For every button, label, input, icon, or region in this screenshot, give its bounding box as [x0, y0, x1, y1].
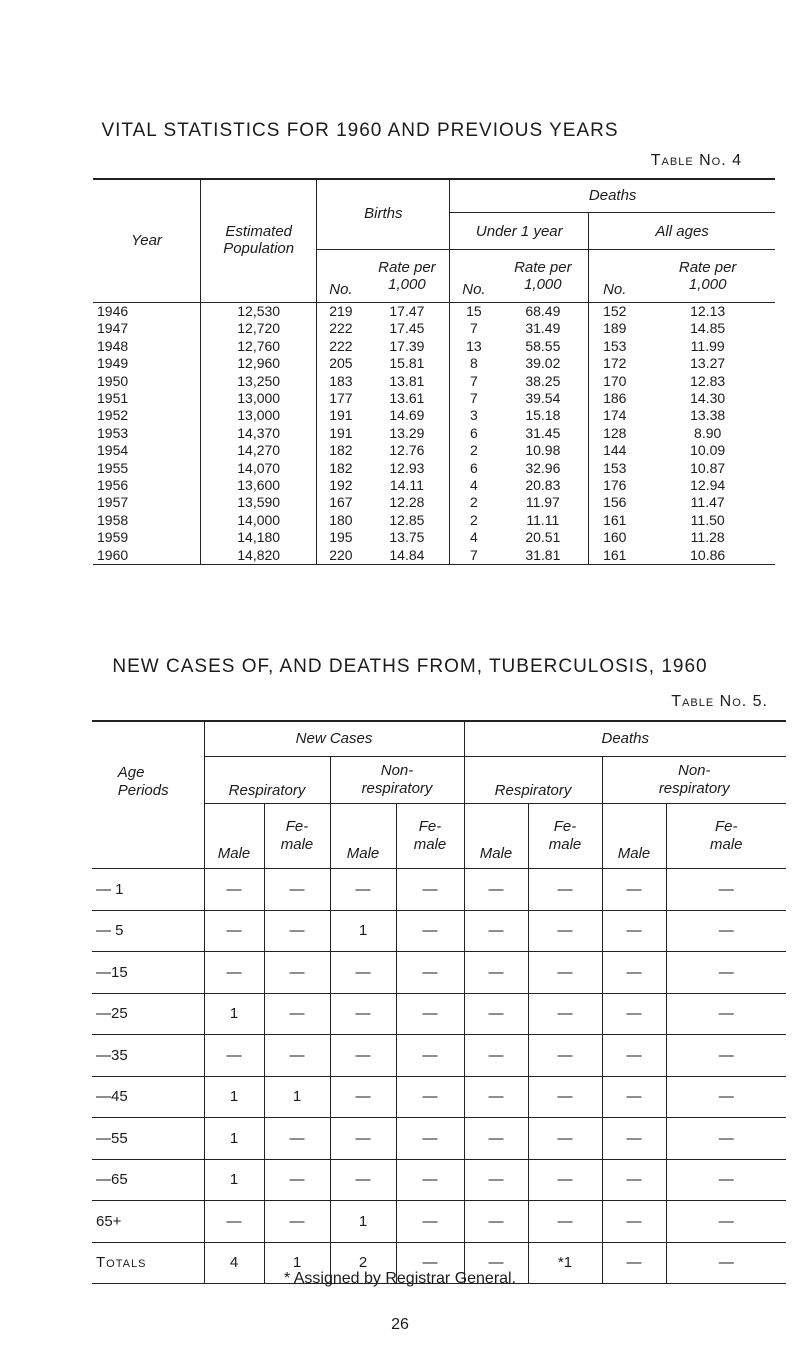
header-deaths: Deaths — [450, 178, 775, 213]
cell-births-no: 183 — [317, 373, 365, 390]
cell-births-rate: 17.39 — [389, 337, 425, 354]
cell-births-rate: 17.47 — [389, 303, 425, 319]
cell-population: 13,250 — [200, 373, 316, 390]
cell-under1-rate: 68.49 — [525, 303, 561, 319]
nonresp-line2: respiratory — [658, 780, 730, 797]
cell-value: 1 — [204, 1159, 264, 1201]
cell-value: — — [666, 1076, 786, 1118]
nonresp-line1: Non- — [380, 762, 414, 779]
cell-year: 1952 — [97, 407, 129, 424]
header-deaths: Deaths — [464, 720, 786, 757]
table-row — [92, 869, 786, 911]
cell-births-rate: 17.45 — [389, 320, 425, 337]
cell-under1-rate: 11.11 — [526, 511, 560, 528]
cell-population: 14,370 — [200, 425, 316, 442]
cell-population: 12,530 — [200, 303, 316, 321]
cell-under1-no: 2 — [450, 494, 498, 511]
cell-age-period: —15 — [92, 952, 204, 994]
cell-allages-rate: 11.50 — [690, 511, 725, 528]
cell-value: — — [204, 910, 264, 952]
cell-value: — — [396, 1159, 464, 1201]
cell-births-no: 182 — [317, 460, 365, 477]
cell-value: — — [204, 1035, 264, 1077]
table-row — [93, 407, 775, 424]
cell-under1-no: 3 — [450, 407, 498, 424]
cell-value: — — [528, 1201, 602, 1243]
cell-value: — — [666, 1159, 786, 1201]
table-row — [93, 303, 775, 321]
cell-value: — — [528, 1035, 602, 1077]
cell-value: — — [666, 952, 786, 994]
cell-births-rate: 14.84 — [365, 547, 450, 565]
cell-births-rate: 15.81 — [389, 355, 425, 372]
cell-population: 12,720 — [200, 320, 316, 337]
tuberculosis-table — [92, 720, 786, 1284]
table4-title: VITAL STATISTICS FOR 1960 AND PREVIOUS YEARS — [101, 120, 619, 141]
cell-value: — — [602, 869, 666, 911]
cell-under1-no: 6 — [450, 425, 498, 442]
cell-value: — — [528, 1076, 602, 1118]
table-row — [93, 442, 775, 459]
cell-value: — — [330, 869, 396, 911]
header-allages-rate — [640, 250, 775, 303]
cell-value: — — [528, 869, 602, 911]
cell-under1-no: 7 — [450, 390, 498, 407]
cell-births-no: 191 — [317, 425, 365, 442]
cell-value: 1 — [204, 1076, 264, 1118]
cell-value: — — [264, 869, 330, 911]
cell-year: 1947 — [97, 320, 129, 337]
cell-year: 1948 — [97, 337, 129, 354]
cell-births-rate: 12.28 — [389, 494, 425, 511]
cell-value: — — [396, 1242, 464, 1284]
cell-age-period: — 1 — [92, 869, 204, 911]
rate-line1: Rate per — [678, 259, 737, 276]
cell-under1-no: 7 — [450, 320, 498, 337]
cell-value: — — [528, 1159, 602, 1201]
cell-allages-rate: 11.47 — [690, 494, 725, 511]
rate-line1: Rate per — [378, 259, 436, 276]
cell-allages-rate: 8.90 — [694, 424, 722, 441]
cell-value: — — [396, 952, 464, 994]
table-row — [93, 425, 775, 442]
cell-allages-no: 128 — [589, 425, 641, 442]
cell-allages-rate: 12.83 — [690, 372, 726, 389]
cell-under1-no: 4 — [450, 529, 498, 546]
cell-value: 1 — [264, 1076, 330, 1118]
cell-value: — — [464, 993, 528, 1035]
table-row — [93, 477, 775, 494]
cell-value: — — [330, 1076, 396, 1118]
cell-births-rate: 14.11 — [389, 477, 424, 494]
cell-allages-no: 170 — [589, 373, 641, 390]
header-under1-no: No. — [450, 250, 498, 303]
cell-value: — — [666, 993, 786, 1035]
cell-age-period: —45 — [92, 1076, 204, 1118]
cell-value: — — [464, 1159, 528, 1201]
cell-allages-rate: 12.94 — [690, 477, 726, 494]
cell-births-rate: 12.85 — [389, 511, 425, 528]
cell-value: — — [528, 910, 602, 952]
cell-population: 14,180 — [200, 529, 316, 546]
cell-value: — — [602, 1159, 666, 1201]
header-newcases-nonrespiratory — [330, 757, 464, 804]
cell-population: 13,000 — [200, 390, 316, 407]
cell-under1-rate: 20.51 — [525, 529, 561, 546]
cell-year: 1958 — [97, 511, 129, 528]
header-empty — [92, 804, 204, 869]
cell-value: — — [602, 993, 666, 1035]
cell-value: — — [330, 1035, 396, 1077]
female-line2: male — [413, 836, 447, 853]
header-newcases-respiratory: Respiratory — [204, 757, 330, 804]
table5-number: Table No. 5. — [671, 693, 768, 710]
cell-year: 1949 — [97, 355, 129, 372]
cell-allages-no: 186 — [589, 390, 641, 407]
cell-value: — — [396, 1201, 464, 1243]
cell-value: — — [666, 869, 786, 911]
cell-allages-rate: 14.30 — [690, 390, 726, 407]
cell-value: — — [602, 1118, 666, 1160]
cell-allages-no: 156 — [589, 494, 641, 511]
cell-allages-no: 153 — [589, 460, 641, 477]
rate-line2: 1,000 — [388, 276, 426, 293]
cell-population: 13,000 — [200, 407, 316, 424]
table-row — [93, 547, 775, 565]
cell-year: 1954 — [97, 442, 129, 459]
cell-age-period: —55 — [92, 1118, 204, 1160]
cell-allages-no: 161 — [589, 547, 641, 565]
cell-under1-no: 15 — [450, 303, 498, 321]
rate-line2: 1,000 — [688, 276, 727, 293]
cell-under1-rate: 32.96 — [525, 459, 561, 476]
cell-births-no: 191 — [317, 407, 365, 424]
female-line1: Fe- — [418, 818, 442, 835]
cell-allages-no: 176 — [589, 477, 641, 494]
header-deaths-respiratory: Respiratory — [464, 757, 602, 804]
cell-under1-no: 8 — [450, 355, 498, 372]
cell-under1-no: 2 — [450, 512, 498, 529]
cell-births-rate: 12.93 — [389, 459, 425, 476]
cell-allages-no: 161 — [589, 512, 641, 529]
cell-value: — — [330, 1118, 396, 1160]
header-deaths-nonrespiratory — [602, 757, 786, 804]
table-row — [92, 952, 786, 994]
cell-births-no: 182 — [317, 442, 365, 459]
nonresp-line2: respiratory — [361, 780, 433, 797]
cell-value: — — [602, 1076, 666, 1118]
cell-value: — — [464, 952, 528, 994]
cell-value: — — [528, 993, 602, 1035]
totals-label: Totals — [92, 1242, 204, 1284]
cell-value: — — [528, 1118, 602, 1160]
cell-under1-rate: 11.97 — [525, 494, 560, 511]
cell-births-no: 205 — [317, 355, 365, 372]
cell-births-rate: 13.75 — [389, 529, 425, 546]
cell-allages-no: 152 — [589, 303, 641, 321]
cell-value: — — [396, 1076, 464, 1118]
cell-births-rate: 13.29 — [389, 424, 425, 441]
cell-allages-no: 153 — [589, 338, 641, 355]
cell-value: — — [396, 1118, 464, 1160]
header-female — [396, 804, 464, 869]
cell-under1-rate: 31.81 — [497, 547, 588, 565]
cell-value: — — [464, 869, 528, 911]
table-row — [92, 993, 786, 1035]
cell-value: — — [464, 1035, 528, 1077]
cell-births-no: 192 — [317, 477, 365, 494]
cell-under1-rate: 31.45 — [525, 424, 561, 441]
page-number: 26 — [391, 1316, 409, 1333]
header-allages-no: No. — [589, 250, 641, 303]
rate-line1: Rate per — [514, 259, 572, 276]
cell-value: — — [464, 1118, 528, 1160]
cell-population: 14,070 — [200, 460, 316, 477]
cell-value: — — [330, 993, 396, 1035]
cell-value: — — [602, 910, 666, 952]
cell-value: — — [204, 952, 264, 994]
cell-allages-rate: 11.28 — [690, 529, 725, 546]
cell-population: 13,600 — [200, 477, 316, 494]
female-line2: male — [280, 836, 314, 853]
cell-value: 1 — [264, 1242, 330, 1284]
cell-allages-no: 160 — [589, 529, 641, 546]
table-row — [92, 1159, 786, 1201]
table-row — [93, 390, 775, 407]
cell-year: 1955 — [97, 459, 129, 476]
cell-births-no: 167 — [317, 494, 365, 511]
cell-year: 1946 — [97, 303, 129, 319]
cell-under1-rate: 58.55 — [525, 337, 561, 354]
table-row — [92, 910, 786, 952]
header-female — [666, 804, 786, 869]
header-male: Male — [204, 804, 264, 869]
cell-value: 4 — [204, 1242, 264, 1284]
table-row — [93, 373, 775, 390]
cell-age-period: —65 — [92, 1159, 204, 1201]
cell-value: — — [666, 910, 786, 952]
cell-value: — — [264, 1159, 330, 1201]
cell-year: 1957 — [97, 494, 129, 511]
cell-value: — — [264, 1201, 330, 1243]
cell-population: 12,760 — [200, 338, 316, 355]
cell-value: 2 — [330, 1242, 396, 1284]
header-all-ages: All ages — [589, 213, 775, 250]
cell-age-period: —25 — [92, 993, 204, 1035]
table-row — [93, 512, 775, 529]
cell-births-no: 220 — [317, 547, 365, 565]
cell-value: — — [264, 993, 330, 1035]
cell-value: — — [464, 910, 528, 952]
table-row — [93, 494, 775, 511]
table4-body — [93, 303, 775, 565]
header-age-periods — [92, 720, 204, 804]
cell-value: — — [204, 869, 264, 911]
table-row — [92, 1118, 786, 1160]
cell-allages-rate: 13.38 — [690, 407, 726, 424]
cell-under1-rate: 10.98 — [525, 442, 561, 459]
cell-age-period: —35 — [92, 1035, 204, 1077]
table-row — [93, 460, 775, 477]
table-row — [93, 338, 775, 355]
cell-allages-rate: 13.27 — [690, 355, 726, 372]
table-row — [92, 1076, 786, 1118]
cell-under1-no: 6 — [450, 460, 498, 477]
age-periods-label: Age Periods — [117, 764, 169, 799]
cell-value: — — [396, 993, 464, 1035]
cell-under1-rate: 38.25 — [525, 372, 561, 389]
cell-births-rate: 12.76 — [389, 442, 425, 459]
header-births-rate — [365, 250, 450, 303]
female-line1: Fe- — [715, 818, 738, 835]
header-female — [528, 804, 602, 869]
cell-allages-no: 172 — [589, 355, 641, 372]
cell-under1-no: 13 — [450, 338, 498, 355]
header-births-no: No. — [317, 250, 365, 303]
cell-population: 14,000 — [200, 512, 316, 529]
table5-title: NEW CASES OF, AND DEATHS FROM, TUBERCULOSIS, 1960 — [112, 656, 708, 677]
cell-value: — — [666, 1242, 786, 1284]
cell-births-no: 222 — [317, 320, 365, 337]
nonresp-line1: Non- — [677, 762, 711, 779]
cell-allages-rate: 14.85 — [690, 320, 726, 337]
cell-year: 1960 — [93, 547, 200, 565]
cell-allages-no: 144 — [589, 442, 641, 459]
header-births: Births — [317, 178, 450, 250]
cell-value: — — [602, 952, 666, 994]
cell-value: 1 — [330, 1201, 396, 1243]
cell-value: — — [602, 1242, 666, 1284]
female-line1: Fe- — [285, 818, 309, 835]
cell-value: — — [264, 952, 330, 994]
cell-year: 1956 — [97, 477, 129, 494]
female-line1: Fe- — [553, 818, 577, 835]
cell-value: — — [602, 1035, 666, 1077]
cell-under1-rate: 39.02 — [525, 355, 561, 372]
cell-under1-no: 7 — [450, 373, 498, 390]
cell-age-period: 65+ — [92, 1201, 204, 1243]
table-row — [93, 355, 775, 372]
cell-year: 1953 — [97, 424, 129, 441]
cell-value: — — [464, 1242, 528, 1284]
cell-value: *1 — [528, 1242, 602, 1284]
cell-births-rate: 13.81 — [389, 372, 425, 389]
cell-value: — — [602, 1201, 666, 1243]
cell-value: — — [264, 910, 330, 952]
cell-allages-rate: 10.87 — [690, 459, 726, 476]
cell-under1-rate: 15.18 — [525, 407, 561, 424]
footnote: * Assigned by Registrar General. — [283, 1270, 517, 1287]
header-male: Male — [464, 804, 528, 869]
table5-body — [92, 869, 786, 1284]
header-male: Male — [602, 804, 666, 869]
cell-population: 13,590 — [200, 494, 316, 511]
cell-births-no: 219 — [317, 303, 365, 321]
vital-statistics-table — [93, 178, 775, 565]
header-new-cases: New Cases — [204, 720, 464, 757]
cell-value: — — [330, 952, 396, 994]
cell-year: 1959 — [97, 529, 129, 546]
cell-births-no: 195 — [317, 529, 365, 546]
cell-value: — — [666, 1118, 786, 1160]
cell-value: — — [330, 1159, 396, 1201]
table-row — [92, 1035, 786, 1077]
female-line2: male — [709, 836, 743, 853]
cell-value: — — [396, 910, 464, 952]
cell-allages-rate: 11.99 — [690, 337, 725, 354]
table-row — [93, 320, 775, 337]
cell-value: — — [464, 1201, 528, 1243]
cell-population: 14,270 — [200, 442, 316, 459]
cell-allages-no: 189 — [589, 320, 641, 337]
cell-value: 1 — [204, 1118, 264, 1160]
cell-births-rate: 14.69 — [389, 407, 425, 424]
table-row — [93, 529, 775, 546]
cell-births-rate: 13.61 — [389, 390, 425, 407]
cell-year: 1950 — [97, 372, 129, 389]
rate-line2: 1,000 — [524, 276, 562, 293]
header-under1-rate — [497, 250, 588, 303]
cell-population: 14,820 — [200, 547, 316, 565]
cell-value: — — [666, 1035, 786, 1077]
cell-allages-rate: 10.86 — [640, 547, 775, 565]
female-line2: male — [548, 836, 582, 853]
cell-value: — — [666, 1201, 786, 1243]
cell-under1-no: 2 — [450, 442, 498, 459]
cell-allages-rate: 10.09 — [690, 442, 726, 459]
header-year: Year — [93, 178, 200, 303]
cell-value: 1 — [204, 993, 264, 1035]
cell-births-no: 222 — [317, 338, 365, 355]
cell-under1-no: 7 — [450, 547, 498, 565]
cell-age-period: — 5 — [92, 910, 204, 952]
table-row — [92, 1201, 786, 1243]
cell-allages-rate: 12.13 — [690, 303, 726, 319]
cell-value: — — [204, 1201, 264, 1243]
cell-value: — — [396, 869, 464, 911]
cell-value: — — [396, 1035, 464, 1077]
cell-value: — — [264, 1118, 330, 1160]
cell-births-no: 180 — [317, 512, 365, 529]
cell-under1-rate: 31.49 — [525, 320, 561, 337]
header-under-1-year: Under 1 year — [450, 213, 589, 250]
header-male: Male — [330, 804, 396, 869]
table4-number: Table No. 4 — [650, 152, 742, 169]
cell-value: 1 — [330, 910, 396, 952]
cell-under1-no: 4 — [450, 477, 498, 494]
cell-allages-no: 174 — [589, 407, 641, 424]
cell-value: — — [464, 1076, 528, 1118]
cell-year: 1951 — [97, 390, 129, 407]
cell-births-no: 177 — [317, 390, 365, 407]
cell-under1-rate: 39.54 — [525, 390, 561, 407]
cell-value: — — [264, 1035, 330, 1077]
header-population: Estimated Population — [200, 178, 316, 303]
cell-value: — — [528, 952, 602, 994]
cell-population: 12,960 — [200, 355, 316, 372]
header-female — [264, 804, 330, 869]
cell-under1-rate: 20.83 — [525, 477, 561, 494]
